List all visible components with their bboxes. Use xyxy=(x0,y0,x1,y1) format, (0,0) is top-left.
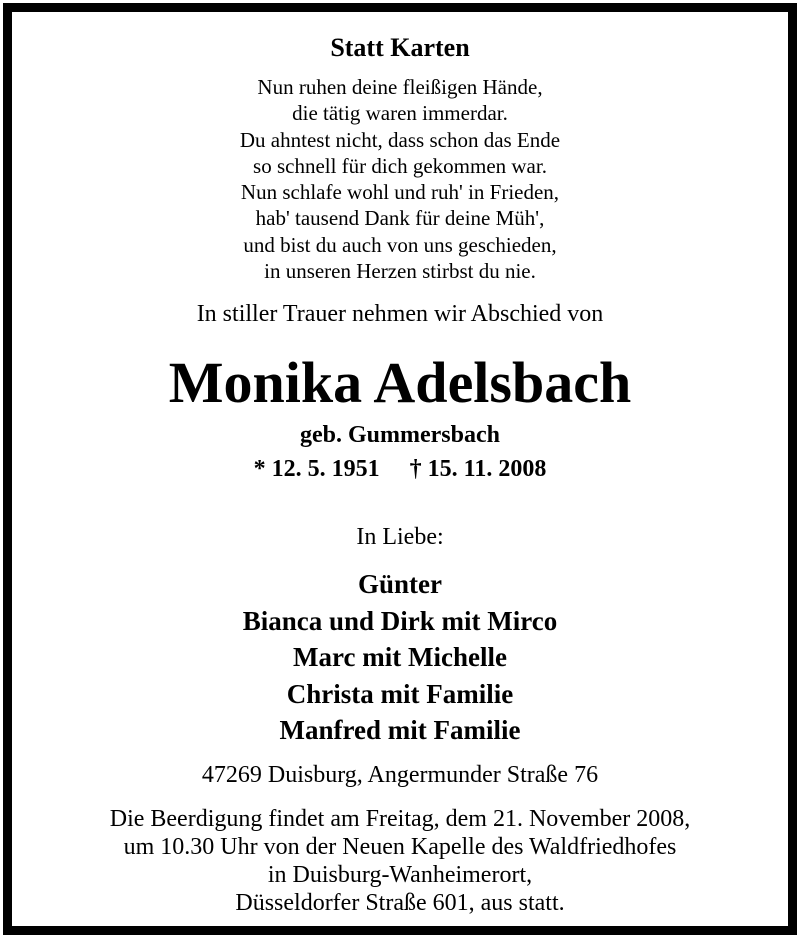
funeral-line: Die Beerdigung findet am Freitag, dem 21. November 2008, xyxy=(109,806,691,832)
address: 47269 Duisburg, Angermunder Straße 76 xyxy=(201,762,599,788)
poem-line: Nun schlafe wohl und ruh' in Frieden, xyxy=(240,180,560,205)
deceased-name: Monika Adelsbach xyxy=(168,350,632,415)
maiden-name: geb. Gummersbach xyxy=(300,422,500,448)
in-love-line: In Liebe: xyxy=(356,524,444,550)
funeral-line: Düsseldorfer Straße 601, aus statt. xyxy=(235,890,565,916)
farewell-intro: In stiller Trauer nehmen wir Abschied von xyxy=(196,301,604,327)
poem-line: die tätig waren immerdar. xyxy=(292,101,508,126)
funeral-details xyxy=(12,805,788,917)
birth-date: * 12. 5. 1951 xyxy=(253,456,380,482)
family-member: Christa mit Familie xyxy=(286,678,514,709)
death-date: † 15. 11. 2008 xyxy=(409,456,547,482)
poem xyxy=(12,74,788,284)
poem-line: hab' tausend Dank für deine Müh', xyxy=(255,206,545,231)
family-member: Bianca und Dirk mit Mirco xyxy=(242,605,558,636)
obituary-notice xyxy=(3,3,797,935)
notice-heading: Statt Karten xyxy=(330,33,470,62)
poem-line: Du ahntest nicht, dass schon das Ende xyxy=(239,127,561,152)
poem-line: Nun ruhen deine fleißigen Hände, xyxy=(257,75,543,99)
family-member: Günter xyxy=(358,569,442,599)
family-member: Manfred mit Familie xyxy=(279,715,521,745)
family-member: Marc mit Michelle xyxy=(293,642,507,672)
poem-line: so schnell für dich gekommen war. xyxy=(253,153,547,178)
family-list xyxy=(12,566,788,749)
poem-line: in unseren Herzen stirbst du nie. xyxy=(264,259,536,284)
life-dates xyxy=(12,454,788,484)
poem-line: und bist du auch von uns geschieden, xyxy=(243,232,557,257)
funeral-line: in Duisburg-Wanheimerort, xyxy=(267,862,533,888)
funeral-line: um 10.30 Uhr von der Neuen Kapelle des Waldfriedhofes xyxy=(123,834,677,860)
